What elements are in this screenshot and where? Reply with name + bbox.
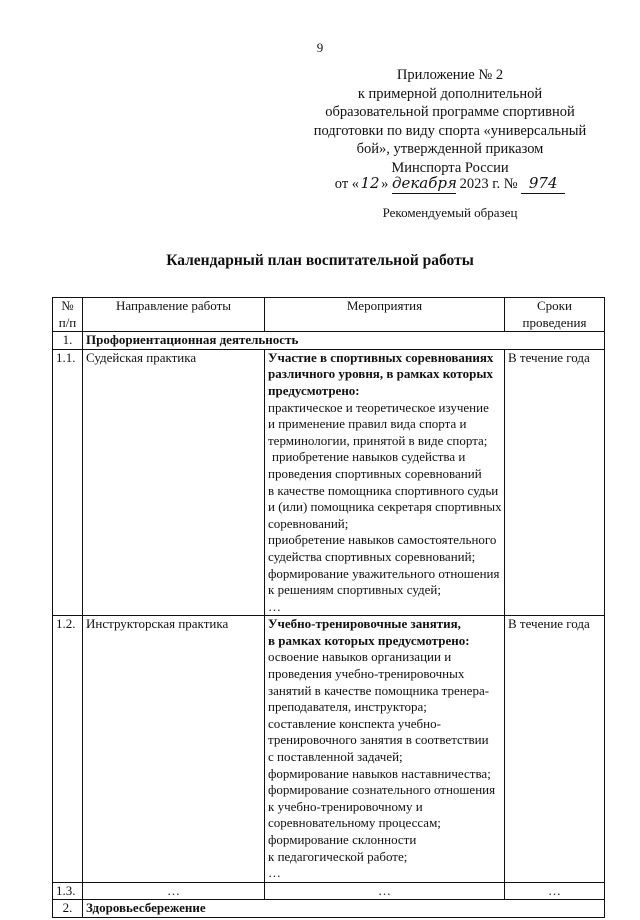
header-terms-line: Сроки — [537, 298, 572, 313]
activity-line: освоение навыков организации и — [268, 649, 452, 665]
order-reference — [300, 173, 600, 194]
appendix-line: подготовки по виду спорта «универсальный — [313, 122, 587, 139]
activity-line: … — [268, 598, 281, 614]
activity-line: к педагогической работе; — [268, 848, 408, 864]
activity-line: и применение правил вида спорта и — [268, 416, 467, 432]
activity-line: приобретение навыков судейства и — [272, 449, 466, 465]
activity-line: приобретение навыков самостоятельного — [268, 532, 497, 548]
table-row — [53, 332, 605, 350]
table-row — [53, 616, 605, 883]
order-mid: » — [381, 176, 389, 192]
header-num — [53, 298, 83, 332]
appendix-line: бой», утвержденной приказом — [356, 141, 544, 157]
header-terms — [505, 298, 605, 332]
section-title: Профориентационная деятельность — [83, 332, 605, 350]
header-terms-line: проведения — [522, 314, 587, 330]
row-direction: Судейская практика — [83, 349, 265, 616]
row-num: 1.3. — [53, 882, 83, 900]
order-prefix: от « — [334, 176, 360, 192]
header-direction: Направление работы — [83, 298, 265, 332]
row-activities — [265, 349, 505, 616]
header-activities: Мероприятия — [265, 298, 505, 332]
row-direction: … — [83, 882, 265, 900]
table-row — [53, 900, 605, 918]
activity-line: соревнований; — [268, 515, 349, 531]
order-year: 2023 г. № — [459, 176, 518, 192]
handwritten-month: декабря — [391, 174, 457, 192]
activity-bold-line: предусмотрено: — [268, 382, 360, 398]
activity-bold-line: Участие в спортивных соревнованиях — [268, 349, 494, 365]
activity-line: к учебно-тренировочному и — [268, 798, 423, 814]
activity-line: формирование уважительного отношения — [268, 565, 500, 581]
handwritten-order-number: 974 — [521, 173, 565, 194]
row-terms: … — [505, 882, 605, 900]
row-num: 1. — [53, 332, 83, 350]
activity-line: формирование склонности — [268, 832, 417, 847]
activity-line: терминологии, принятой в виде спорта; — [268, 432, 488, 448]
row-num: 2. — [53, 900, 83, 918]
appendix-line: к примерной дополнительной — [357, 85, 543, 102]
handwritten-day: 12 — [360, 174, 380, 192]
activity-line: к решениям спортивных судей; — [268, 582, 441, 598]
header-num-line: № — [61, 298, 74, 313]
activity-line: занятий в качестве помощника тренера- — [268, 682, 490, 698]
table-header-row — [53, 298, 605, 332]
activity-line: проведения учебно-тренировочных — [268, 666, 465, 682]
activity-bold-line: в рамках которых предусмотрено: — [268, 632, 470, 648]
row-direction: Инструкторская практика — [83, 616, 265, 883]
activity-line: практическое и теоретическое изучение — [268, 399, 489, 415]
activity-line: тренировочного занятия в соответствии — [268, 732, 489, 748]
document-title: Календарный план воспитательной работы — [166, 252, 474, 269]
recommended-sample-label: Рекомендуемый образец — [382, 205, 518, 220]
header-num-line: п/п — [58, 314, 77, 330]
activity-line: в качестве помощника спортивного судьи — [268, 482, 499, 498]
calendar-plan-table — [52, 297, 605, 918]
activity-line: … — [268, 865, 281, 881]
activity-line: составление конспекта учебно- — [268, 715, 441, 731]
row-num: 1.2. — [53, 616, 83, 883]
row-terms: В течение года — [505, 616, 605, 883]
activity-bold-line: различного уровня, в рамках которых — [268, 366, 493, 382]
activity-line: соревновательному процессам; — [268, 815, 441, 831]
row-activities — [265, 616, 505, 883]
table-row — [53, 882, 605, 900]
activity-line: формирование сознательного отношения — [268, 782, 496, 798]
activity-line: и (или) помощника секретаря спортивных — [268, 499, 502, 515]
activity-line: формирование навыков наставничества; — [268, 765, 491, 781]
activity-line: проведения спортивных соревнований — [268, 465, 482, 481]
row-terms: В течение года — [505, 349, 605, 616]
appendix-block — [300, 66, 600, 177]
appendix-line: образовательной программе спортивной — [325, 104, 575, 120]
activity-line: с поставленной задачей; — [268, 749, 403, 765]
activity-bold-line: Учебно-тренировочные занятия, — [268, 616, 461, 632]
appendix-line: Приложение № 2 — [396, 67, 504, 83]
section-title: Здоровьесбережение — [83, 900, 605, 918]
page-number: 9 — [316, 40, 324, 55]
activity-line: преподавателя, инструктора; — [268, 699, 427, 715]
row-num: 1.1. — [53, 349, 83, 616]
table-row — [53, 349, 605, 616]
activity-line: судейства спортивных соревнований; — [268, 548, 476, 564]
appendix-line: Минспорта России — [391, 159, 509, 176]
row-activities: … — [265, 882, 505, 900]
